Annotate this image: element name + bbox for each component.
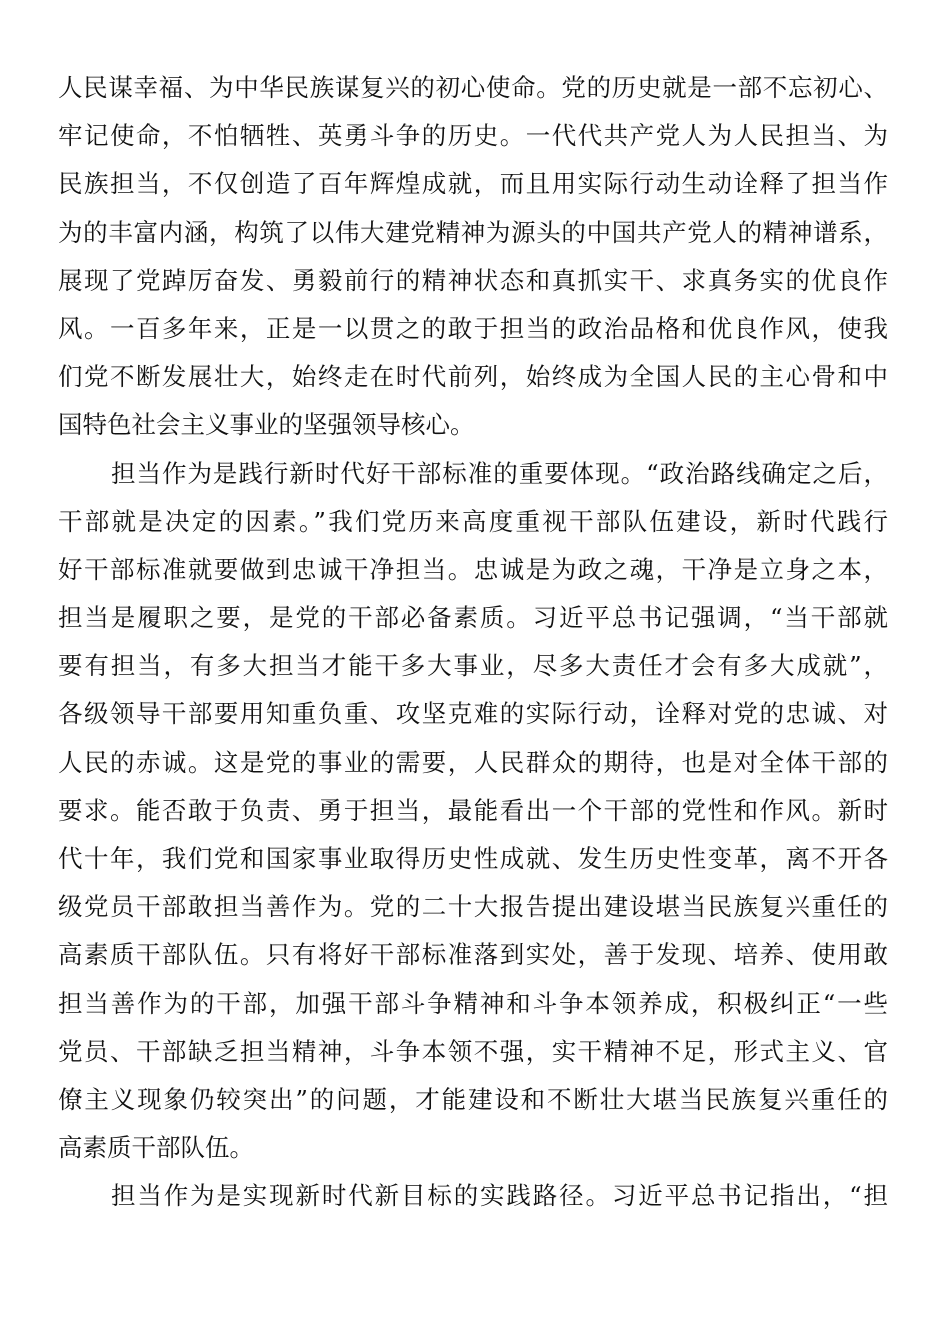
text-line: 级党员干部敢担当善作为。党的二十大报告提出建设堪当民族复兴重任的 [58, 892, 888, 922]
paragraph-3 [58, 1176, 888, 1224]
text-line: 国特色社会主义事业的坚强领导核心。 [58, 410, 475, 440]
text-line: 们党不断发展壮大，始终走在时代前列，始终成为全国人民的主心骨和中 [58, 362, 888, 392]
text-line: 高素质干部队伍。 [58, 1133, 254, 1163]
paragraph-1 [58, 68, 888, 454]
text-line: 为的丰富内涵，构筑了以伟大建党精神为源头的中国共产党人的精神谱系， [58, 217, 888, 247]
text-line: 风。一百多年来，正是一以贯之的敢于担当的政治品格和优良作风，使我 [58, 313, 888, 343]
text-line: 僚主义现象仍较突出”的问题，才能建设和不断壮大堪当民族复兴重任的 [58, 1084, 888, 1114]
text-line: 各级领导干部要用知重负重、攻坚克难的实际行动，诠释对党的忠诚、对 [58, 699, 888, 729]
text-line: 展现了党踔厉奋发、勇毅前行的精神状态和真抓实干、求真务实的优良作 [58, 265, 888, 295]
text-line: 好干部标准就要做到忠诚干净担当。忠诚是为政之魂，干净是立身之本， [58, 554, 888, 584]
text-line: 高素质干部队伍。只有将好干部标准落到实处，善于发现、培养、使用敢 [58, 940, 888, 970]
text-line: 人民谋幸福、为中华民族谋复兴的初心使命。党的历史就是一部不忘初心、 [58, 73, 888, 102]
text-line: 党员、干部缺乏担当精神，斗争本领不强，实干精神不足，形式主义、官 [58, 1036, 888, 1066]
text-line: 担当是履职之要，是党的干部必备素质。习近平总书记强调，“当干部就 [58, 603, 888, 633]
text-line: 牢记使命，不怕牺牲、英勇斗争的历史。一代代共产党人为人民担当、为 [58, 121, 888, 151]
text-line: 担当作为是践行新时代好干部标准的重要体现。“政治路线确定之后， [111, 458, 888, 488]
text-line: 要有担当，有多大担当才能干多大事业，尽多大责任才会有多大成就”， [58, 651, 888, 681]
text-line: 担当善作为的干部，加强干部斗争精神和斗争本领养成，积极纠正“一些 [58, 988, 888, 1018]
text-line: 民族担当，不仅创造了百年辉煌成就，而且用实际行动生动诠释了担当作 [58, 169, 888, 199]
text-line: 代十年，我们党和国家事业取得历史性成就、发生历史性变革，离不开各 [58, 844, 888, 873]
document-page [58, 68, 888, 1225]
text-line: 担当作为是实现新时代新目标的实践路径。习近平总书记指出，“担 [111, 1181, 888, 1211]
text-line: 要求。能否敢于负责、勇于担当，最能看出一个干部的党性和作风。新时 [58, 795, 888, 825]
paragraph-2 [58, 454, 888, 1177]
text-line: 干部就是决定的因素。”我们党历来高度重视干部队伍建设，新时代践行 [58, 506, 888, 536]
text-line: 人民的赤诚。这是党的事业的需要，人民群众的期待，也是对全体干部的 [58, 747, 888, 777]
